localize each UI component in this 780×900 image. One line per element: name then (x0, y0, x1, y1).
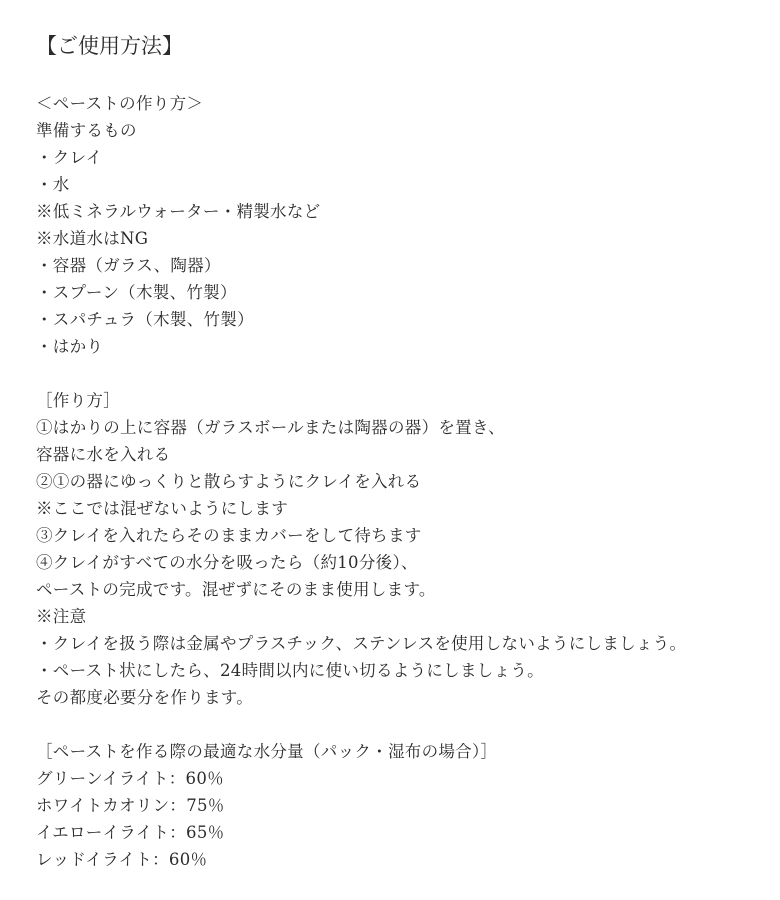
section-spacer (36, 360, 766, 387)
howto-line: ③クレイを入れたらそのままカバーをして待ちます (36, 526, 422, 545)
howto-line: ①はかりの上に容器（ガラスボールまたは陶器の器）を置き、 (36, 418, 505, 437)
howto-section (36, 387, 766, 711)
howto-line: ※ここでは混ぜないようにします (36, 499, 288, 518)
howto-heading: ［作り方］ (36, 391, 120, 410)
howto-line: ④クレイがすべての水分を吸ったら（約10分後）、 (36, 553, 418, 572)
ratio-line: レッドイライト：60％ (36, 850, 208, 869)
prep-item: ・水 (36, 175, 70, 194)
paste-heading: ＜ペーストの作り方＞ (36, 94, 204, 113)
prep-item: ・容器（ガラス、陶器） (36, 256, 221, 275)
prep-item: ・はかり (36, 337, 104, 356)
caution-line: ・クレイを扱う際は金属やプラスチック、ステンレスを使用しないようにしましょう。 (36, 634, 687, 653)
prep-item: ・スプーン（木製、竹製） (36, 283, 237, 302)
ratio-section (36, 738, 766, 873)
ratio-heading: ［ペーストを作る際の最適な水分量（パック・湿布の場合）］ (36, 742, 498, 761)
howto-line: ②①の器にゆっくりと散らすようにクレイを入れる (36, 472, 422, 491)
caution-heading: ※注意 (36, 607, 87, 626)
ratio-line: グリーンイライト：60％ (36, 769, 224, 788)
prep-note: ※水道水はNG (36, 229, 149, 248)
prep-heading: 準備するもの (36, 121, 137, 140)
howto-line: ペーストの完成です。混ぜずにそのまま使用します。 (36, 580, 436, 599)
paste-section (36, 90, 766, 360)
prep-item: ・スパチュラ（木製、竹製） (36, 310, 254, 329)
caution-line: その都度必要分を作ります。 (36, 688, 254, 707)
prep-note: ※低ミネラルウォーター・精製水など (36, 202, 321, 221)
section-spacer (36, 711, 766, 738)
prep-item: ・クレイ (36, 148, 103, 167)
ratio-line: ホワイトカオリン：75％ (36, 796, 225, 815)
ratio-line: イエローイライト：65％ (36, 823, 225, 842)
caution-line: ・ペースト状にしたら、24時間以内に使い切るようにしましょう。 (36, 661, 544, 680)
usage-document (36, 30, 766, 873)
howto-line: 容器に水を入れる (36, 445, 171, 464)
page-title: 【ご使用方法】 (36, 34, 183, 58)
